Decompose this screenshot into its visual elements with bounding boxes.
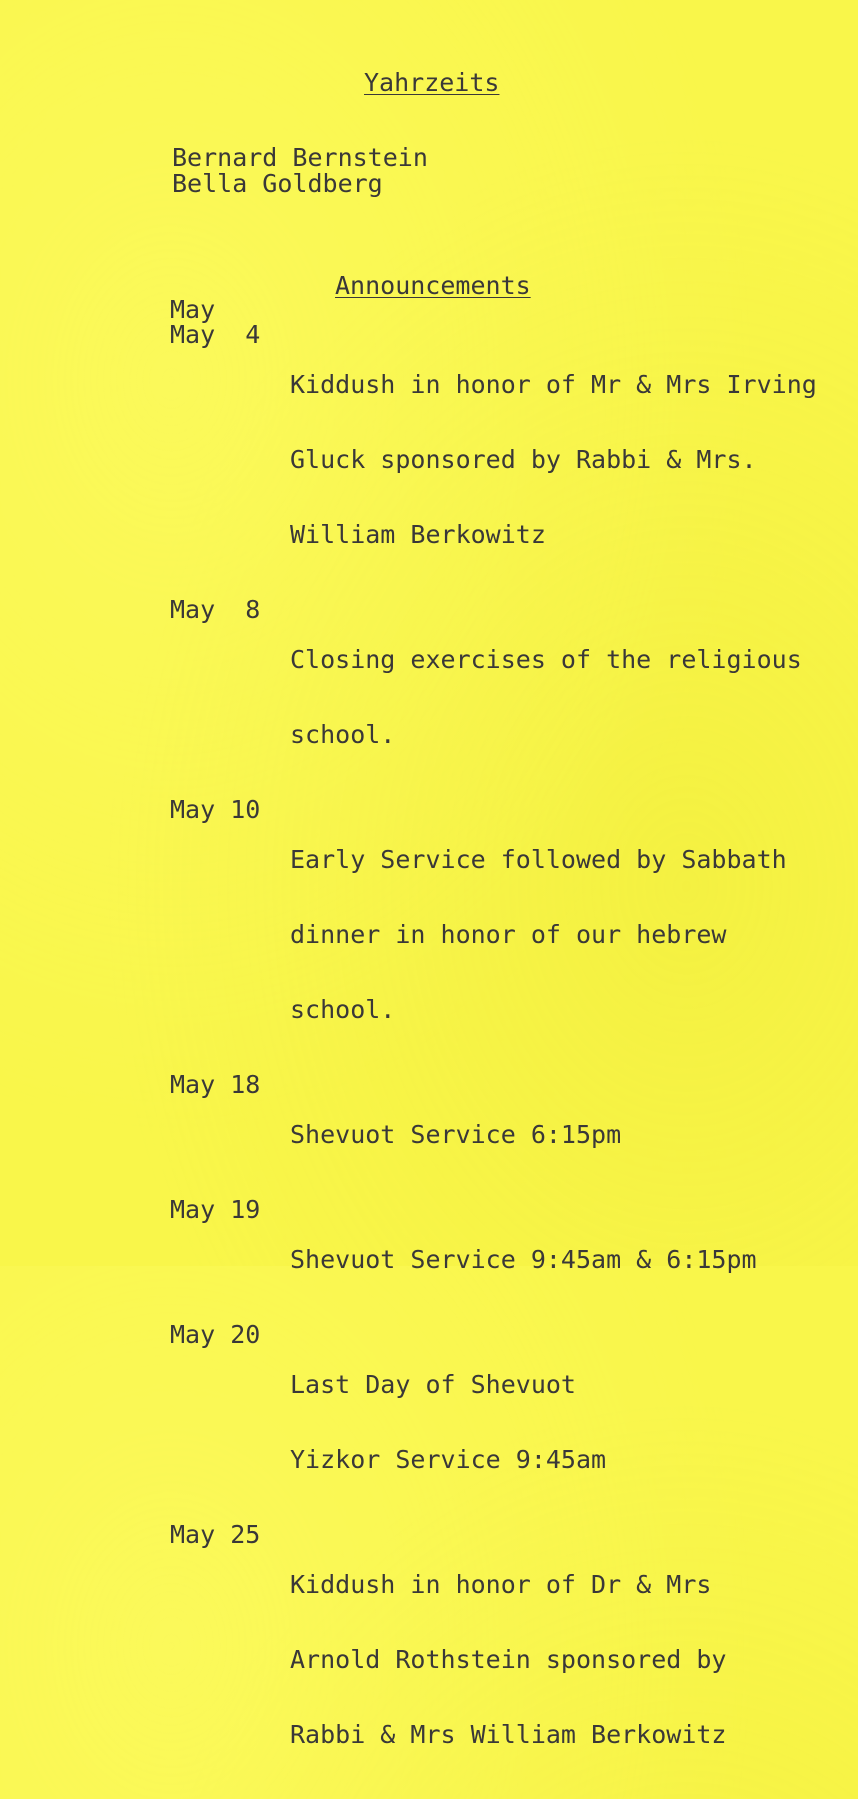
announcement-line: Yizkor Service 9:45am <box>290 1445 607 1474</box>
announcement-item <box>170 322 830 597</box>
announcement-date: May 10 <box>170 795 261 824</box>
announcement-text <box>290 597 830 797</box>
announcement-text <box>290 797 830 1072</box>
announcement-date: May 8 <box>170 595 261 624</box>
announcement-item <box>170 1197 830 1322</box>
announcement-text <box>290 1072 830 1197</box>
announcement-line: Shevuot Service 6:15pm <box>290 1120 622 1149</box>
announcement-line: school. <box>290 995 396 1024</box>
month-header: May <box>170 295 216 324</box>
announcement-line: school. <box>290 720 396 749</box>
announcement-line: Kiddush in honor of Dr & Mrs <box>290 1570 712 1599</box>
announcement-line: Rabbi & Mrs William Berkowitz <box>290 1720 727 1749</box>
announcement-date: May 20 <box>170 1320 261 1349</box>
announcements-list <box>170 297 830 1797</box>
yahrzeit-names-list <box>172 145 428 197</box>
yahrzeit-name: Bella Goldberg <box>172 169 383 198</box>
yahrzeit-name: Bernard Bernstein <box>172 143 428 172</box>
announcement-line: Arnold Rothstein sponsored by <box>290 1645 727 1674</box>
announcement-line: Early Service followed by Sabbath <box>290 845 787 874</box>
announcement-text <box>290 1197 830 1322</box>
announcement-text <box>290 322 830 597</box>
announcement-item <box>170 1522 830 1797</box>
announcement-date: May 19 <box>170 1195 261 1224</box>
announcement-line: Gluck sponsored by Rabbi & Mrs. <box>290 445 757 474</box>
announcement-line: dinner in honor of our hebrew <box>290 920 727 949</box>
announcement-date: May 18 <box>170 1070 261 1099</box>
announcement-line: Kiddush in honor of Mr & Mrs Irving <box>290 370 817 399</box>
announcement-item <box>170 1072 830 1197</box>
announcement-line: Last Day of Shevuot <box>290 1370 576 1399</box>
announcement-text <box>290 1322 830 1522</box>
announcement-date: May 4 <box>170 320 261 349</box>
announcement-date: May 25 <box>170 1520 261 1549</box>
announcement-text <box>290 1522 830 1797</box>
announcement-line: Closing exercises of the religious <box>290 645 802 674</box>
announcement-item <box>170 597 830 797</box>
announcement-item <box>170 797 830 1072</box>
announcement-line: William Berkowitz <box>290 520 546 549</box>
announcement-item <box>170 1322 830 1522</box>
announcement-line: Shevuot Service 9:45am & 6:15pm <box>290 1245 757 1274</box>
yahrzeits-heading: Yahrzeits <box>364 68 500 97</box>
announcements-heading: Announcements <box>335 271 531 300</box>
